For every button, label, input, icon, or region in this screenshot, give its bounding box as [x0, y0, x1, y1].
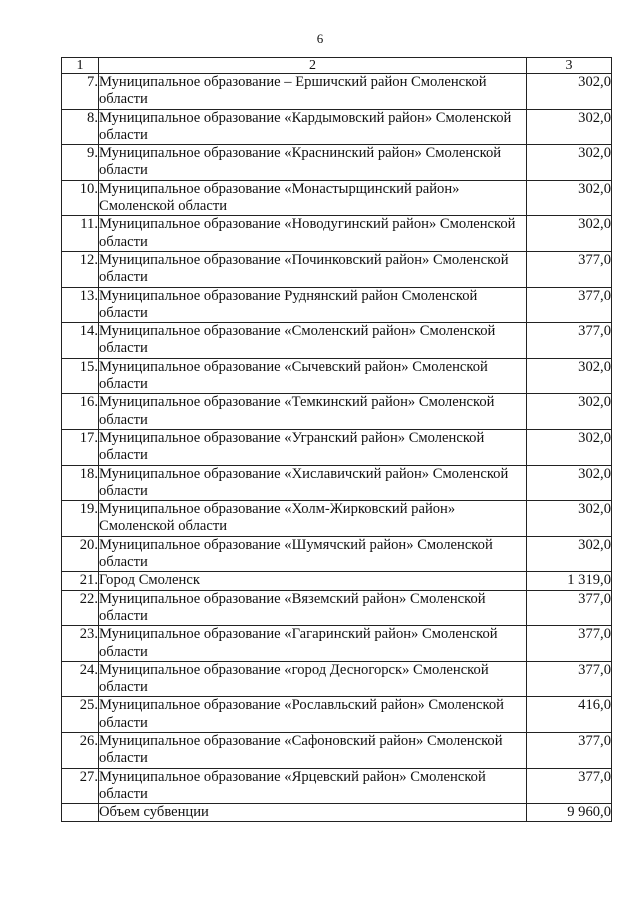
table-row	[62, 501, 612, 537]
municipality-name: Город Смоленск	[99, 572, 527, 590]
row-number: 15.	[62, 358, 99, 394]
total-row	[62, 804, 612, 822]
column-header-number: 1	[62, 58, 99, 74]
municipality-name: Муниципальное образование «Вяземский район» Смоленской области	[99, 590, 527, 626]
subvention-amount: 302,0	[527, 216, 612, 252]
municipality-name: Муниципальное образование «Краснинский район» Смоленской области	[99, 145, 527, 181]
subvention-amount: 302,0	[527, 536, 612, 572]
municipality-name: Муниципальное образование «город Десногорск» Смоленской области	[99, 661, 527, 697]
row-number: 9.	[62, 145, 99, 181]
row-number: 16.	[62, 394, 99, 430]
table-row	[62, 697, 612, 733]
table-row	[62, 394, 612, 430]
row-number: 7.	[62, 74, 99, 110]
municipality-name: Муниципальное образование «Рославльский район» Смоленской области	[99, 697, 527, 733]
row-number: 17.	[62, 429, 99, 465]
municipality-name: Муниципальное образование Руднянский район Смоленской области	[99, 287, 527, 323]
table-row	[62, 216, 612, 252]
municipality-name: Муниципальное образование «Новодугинский район» Смоленской области	[99, 216, 527, 252]
table-row	[62, 145, 612, 181]
subvention-amount: 377,0	[527, 661, 612, 697]
subvention-amount: 302,0	[527, 74, 612, 110]
municipality-name: Муниципальное образование «Шумячский район» Смоленской области	[99, 536, 527, 572]
row-number: 19.	[62, 501, 99, 537]
table-row	[62, 536, 612, 572]
row-number: 11.	[62, 216, 99, 252]
municipality-name: Муниципальное образование «Кардымовский район» Смоленской области	[99, 109, 527, 145]
subvention-amount: 1 319,0	[527, 572, 612, 590]
row-number: 22.	[62, 590, 99, 626]
subvention-amount: 302,0	[527, 358, 612, 394]
subvention-amount: 302,0	[527, 429, 612, 465]
row-number: 13.	[62, 287, 99, 323]
subvention-amount: 416,0	[527, 697, 612, 733]
subvention-table	[61, 57, 612, 822]
row-number: 27.	[62, 768, 99, 804]
subvention-amount: 302,0	[527, 394, 612, 430]
municipality-name: Муниципальное образование «Хиславичский район» Смоленской области	[99, 465, 527, 501]
table-row	[62, 661, 612, 697]
row-number: 20.	[62, 536, 99, 572]
row-number: 18.	[62, 465, 99, 501]
table-row	[62, 429, 612, 465]
row-number: 23.	[62, 626, 99, 662]
table-row	[62, 323, 612, 359]
table-row	[62, 732, 612, 768]
table-row	[62, 180, 612, 216]
row-number: 24.	[62, 661, 99, 697]
row-number: 10.	[62, 180, 99, 216]
subvention-amount: 377,0	[527, 626, 612, 662]
table-row	[62, 287, 612, 323]
municipality-name: Муниципальное образование «Починковский район» Смоленской области	[99, 251, 527, 287]
total-amount: 9 960,0	[527, 804, 612, 822]
subvention-amount: 377,0	[527, 732, 612, 768]
total-row-number	[62, 804, 99, 822]
table-row	[62, 768, 612, 804]
table-row	[62, 251, 612, 287]
table-row	[62, 74, 612, 110]
subvention-amount: 302,0	[527, 180, 612, 216]
table-row	[62, 626, 612, 662]
row-number: 21.	[62, 572, 99, 590]
row-number: 8.	[62, 109, 99, 145]
subvention-amount: 377,0	[527, 323, 612, 359]
municipality-name: Муниципальное образование «Гагаринский район» Смоленской области	[99, 626, 527, 662]
municipality-name: Муниципальное образование «Темкинский район» Смоленской области	[99, 394, 527, 430]
table-body	[62, 74, 612, 822]
row-number: 12.	[62, 251, 99, 287]
municipality-name: Муниципальное образование «Сафоновский район» Смоленской области	[99, 732, 527, 768]
municipality-name: Муниципальное образование «Ярцевский район» Смоленской области	[99, 768, 527, 804]
table-header-row	[62, 58, 612, 74]
table-row	[62, 590, 612, 626]
subvention-amount: 302,0	[527, 145, 612, 181]
municipality-name: Муниципальное образование «Холм-Жирковский район» Смоленской области	[99, 501, 527, 537]
page-number: 6	[316, 31, 324, 46]
column-header-amount: 3	[527, 58, 612, 74]
row-number: 14.	[62, 323, 99, 359]
subvention-amount: 377,0	[527, 251, 612, 287]
subvention-amount: 377,0	[527, 590, 612, 626]
municipality-name: Муниципальное образование «Смоленский район» Смоленской области	[99, 323, 527, 359]
table-row	[62, 358, 612, 394]
municipality-name: Муниципальное образование «Сычевский район» Смоленской области	[99, 358, 527, 394]
row-number: 25.	[62, 697, 99, 733]
table-row	[62, 109, 612, 145]
municipality-name: Муниципальное образование «Монастырщинский район» Смоленской области	[99, 180, 527, 216]
table-row	[62, 572, 612, 590]
subvention-amount: 377,0	[527, 287, 612, 323]
subvention-amount: 302,0	[527, 109, 612, 145]
municipality-name: Муниципальное образование «Угранский район» Смоленской области	[99, 429, 527, 465]
total-label: Объем субвенции	[99, 804, 527, 822]
municipality-name: Муниципальное образование – Ершичский район Смоленской области	[99, 74, 527, 110]
subvention-amount: 377,0	[527, 768, 612, 804]
table-row	[62, 465, 612, 501]
column-header-name: 2	[99, 58, 527, 74]
row-number: 26.	[62, 732, 99, 768]
subvention-amount: 302,0	[527, 465, 612, 501]
subvention-amount: 302,0	[527, 501, 612, 537]
